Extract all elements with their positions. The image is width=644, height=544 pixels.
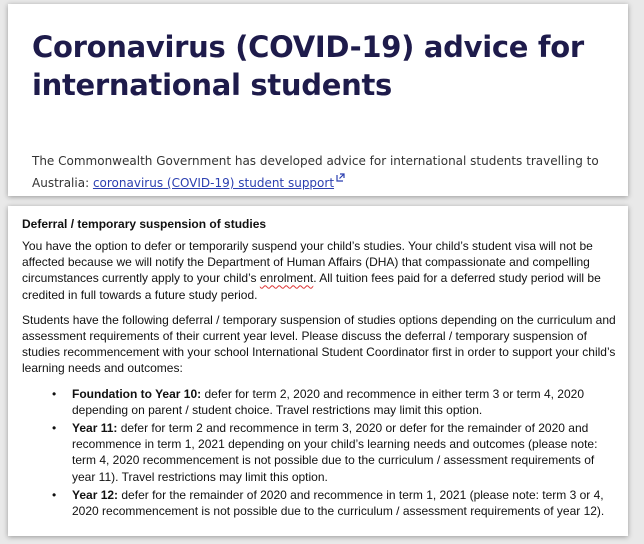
option-label: Year 11: [72,421,118,436]
student-support-link[interactable]: coronavirus (COVID-19) student support [92,176,335,190]
list-item [52,420,616,485]
web-advice-card [8,4,628,196]
list-item [52,487,616,519]
option-text: defer for term 2 and recommence in term 3, 2020 or defer for the remainder of 2020 and recommence in term 1, 2021 depending on your child’s learning needs and outcomes (please note: term 4, 2020 recommencement is not possible due to the curriculum / assessment requirements of year 11). Travel restrictions may limit this option. [72,421,598,484]
deferral-document-card [8,206,628,536]
paragraph-options-intro: Students have the following deferral / temporary suspension of studies options depending on the curriculum and assessment requirements of their current year level. Please discuss the deferral / temporary suspension of studies recommencement with your school International Student Coordinator first in order to support your child’s learning needs and outcomes: [22,312,616,376]
option-text: defer for the remainder of 2020 and recommence in term 1, 2021 (please note: term 3 or 4, 2020 recommencement is not possible due to the curriculum / assessment requirements of year 12). [72,487,605,519]
intro-paragraph [32,150,604,194]
spellcheck-flagged-word: enrolment [259,271,314,286]
bullet-icon: • [52,386,57,401]
option-label: Foundation to Year 10: [72,386,202,401]
option-label: Year 12: [72,487,119,502]
list-item [52,386,616,418]
section-heading: Deferral / temporary suspension of studies [22,217,267,231]
intro-text: The Commonwealth Government has developed advice for international students travelling to Australia: [32,154,599,190]
bullet-icon: • [52,421,57,436]
deferral-options-list [22,386,616,520]
page-title: Coronavirus (COVID-19) advice for international students [32,30,584,102]
external-link-icon[interactable] [336,173,345,182]
para1-text-start: You have the option to defer or temporarily suspend your child’s studies. Your child’s student visa will not be affected because we will notify the Department of Human Affairs (DHA) that compassionate and compelling circumstances currently apply to your child’s [22,239,593,286]
paragraph-defer-option [22,238,616,303]
option-text: defer for term 2, 2020 and recommence in either term 3 or term 4, 2020 depending on parent / student choice. Travel restrictions may limit this option. [72,386,584,417]
bullet-icon: • [52,487,57,502]
para1-text-end: . All tuition fees paid for a deferred study period will be credited in full towards a future study period. [22,271,601,302]
